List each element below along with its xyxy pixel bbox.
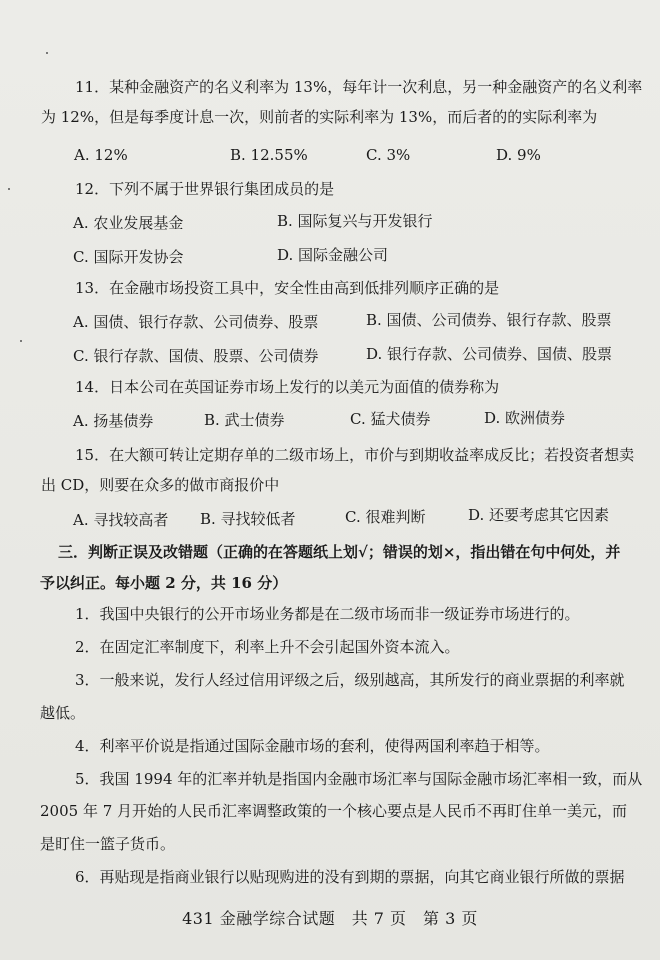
page-footer: 431 金融学综合试题 共 7 页 第 3 页 (182, 909, 478, 928)
section3-heading-line1: 三．判断正误及改错题（正确的在答题纸上划√；错误的划×，指出错在句中何处，并 (58, 543, 621, 561)
q11-line2: 为 12%，但是每季度计息一次，则前者的实际利率为 13%，而后者的的实际利率为 (41, 108, 598, 126)
tf-item-5-line1: 5．我国 1994 年的汇率并轨是指国内金融市场汇率与国际金融市场汇率相一致，而从 (75, 770, 643, 788)
q15-line2: 出 CD，则要在众多的做市商报价中 (41, 476, 280, 494)
tf-item-1: 1．我国中央银行的公开市场业务都是在二级市场而非一级证券市场进行的。 (75, 605, 580, 623)
tf-item-3-line2: 越低。 (40, 704, 86, 722)
q13-option-d: D. 银行存款、公司债券、国债、股票 (366, 345, 613, 363)
q12-option-d: D. 国际金融公司 (277, 246, 389, 264)
scan-speck (46, 52, 48, 54)
tf-item-3-line1: 3．一般来说，发行人经过信用评级之后，级别越高，其所发行的商业票据的利率就 (75, 671, 625, 689)
section3-heading-line2: 予以纠正。每小题 2 分，共 16 分） (40, 574, 288, 592)
tf-item-2: 2．在固定汇率制度下，利率上升不会引起国外资本流入。 (75, 638, 460, 656)
q11-line1: 11．某种金融资产的名义利率为 13%，每年计一次利息，另一种金融资产的名义利率 (75, 78, 643, 96)
q11-option-c: C. 3% (366, 146, 411, 164)
q15-option-a: A. 寻找较高者 (73, 511, 169, 529)
tf-item-5-line2: 2005 年 7 月开始的人民币汇率调整政策的一个核心要点是人民币不再盯住单一美元，而 (40, 802, 628, 820)
q14-stem: 14．日本公司在英国证券市场上发行的以美元为面值的债券称为 (75, 378, 500, 396)
q14-option-d: D. 欧洲债券 (484, 409, 566, 427)
q11-option-d: D. 9% (496, 146, 541, 164)
q13-option-b: B. 国债、公司债券、银行存款、股票 (366, 311, 612, 329)
q12-stem: 12．下列不属于世界银行集团成员的是 (75, 180, 335, 198)
q15-option-c: C. 很难判断 (345, 508, 426, 526)
tf-item-6-line1: 6．再贴现是指商业银行以贴现购进的没有到期的票据，向其它商业银行所做的票据 (75, 868, 625, 886)
tf-item-5-line3: 是盯住一篮子货币。 (40, 835, 176, 853)
q15-option-d: D. 还要考虑其它因素 (468, 506, 610, 524)
q12-option-a: A. 农业发展基金 (73, 214, 184, 232)
q12-option-c: C. 国际开发协会 (73, 248, 184, 266)
q13-option-c: C. 银行存款、国债、股票、公司债券 (73, 347, 319, 365)
scan-speck (8, 188, 10, 190)
q11-option-b: B. 12.55% (230, 146, 308, 164)
scan-speck (20, 340, 22, 342)
q15-option-b: B. 寻找较低者 (200, 510, 296, 528)
tf-item-4: 4．利率平价说是指通过国际金融市场的套利，使得两国利率趋于相等。 (75, 737, 550, 755)
q15-line1: 15．在大额可转让定期存单的二级市场上，市价与到期收益率成反比；若投资者想卖 (75, 446, 635, 464)
q13-option-a: A. 国债、银行存款、公司债券、股票 (73, 313, 319, 331)
q12-option-b: B. 国际复兴与开发银行 (277, 212, 433, 230)
q14-option-c: C. 猛犬债券 (350, 410, 431, 428)
q14-option-b: B. 武士债券 (204, 411, 285, 429)
q11-option-a: A. 12% (74, 146, 128, 164)
q13-stem: 13．在金融市场投资工具中，安全性由高到低排列顺序正确的是 (75, 279, 500, 297)
q14-option-a: A. 扬基债券 (73, 412, 154, 430)
